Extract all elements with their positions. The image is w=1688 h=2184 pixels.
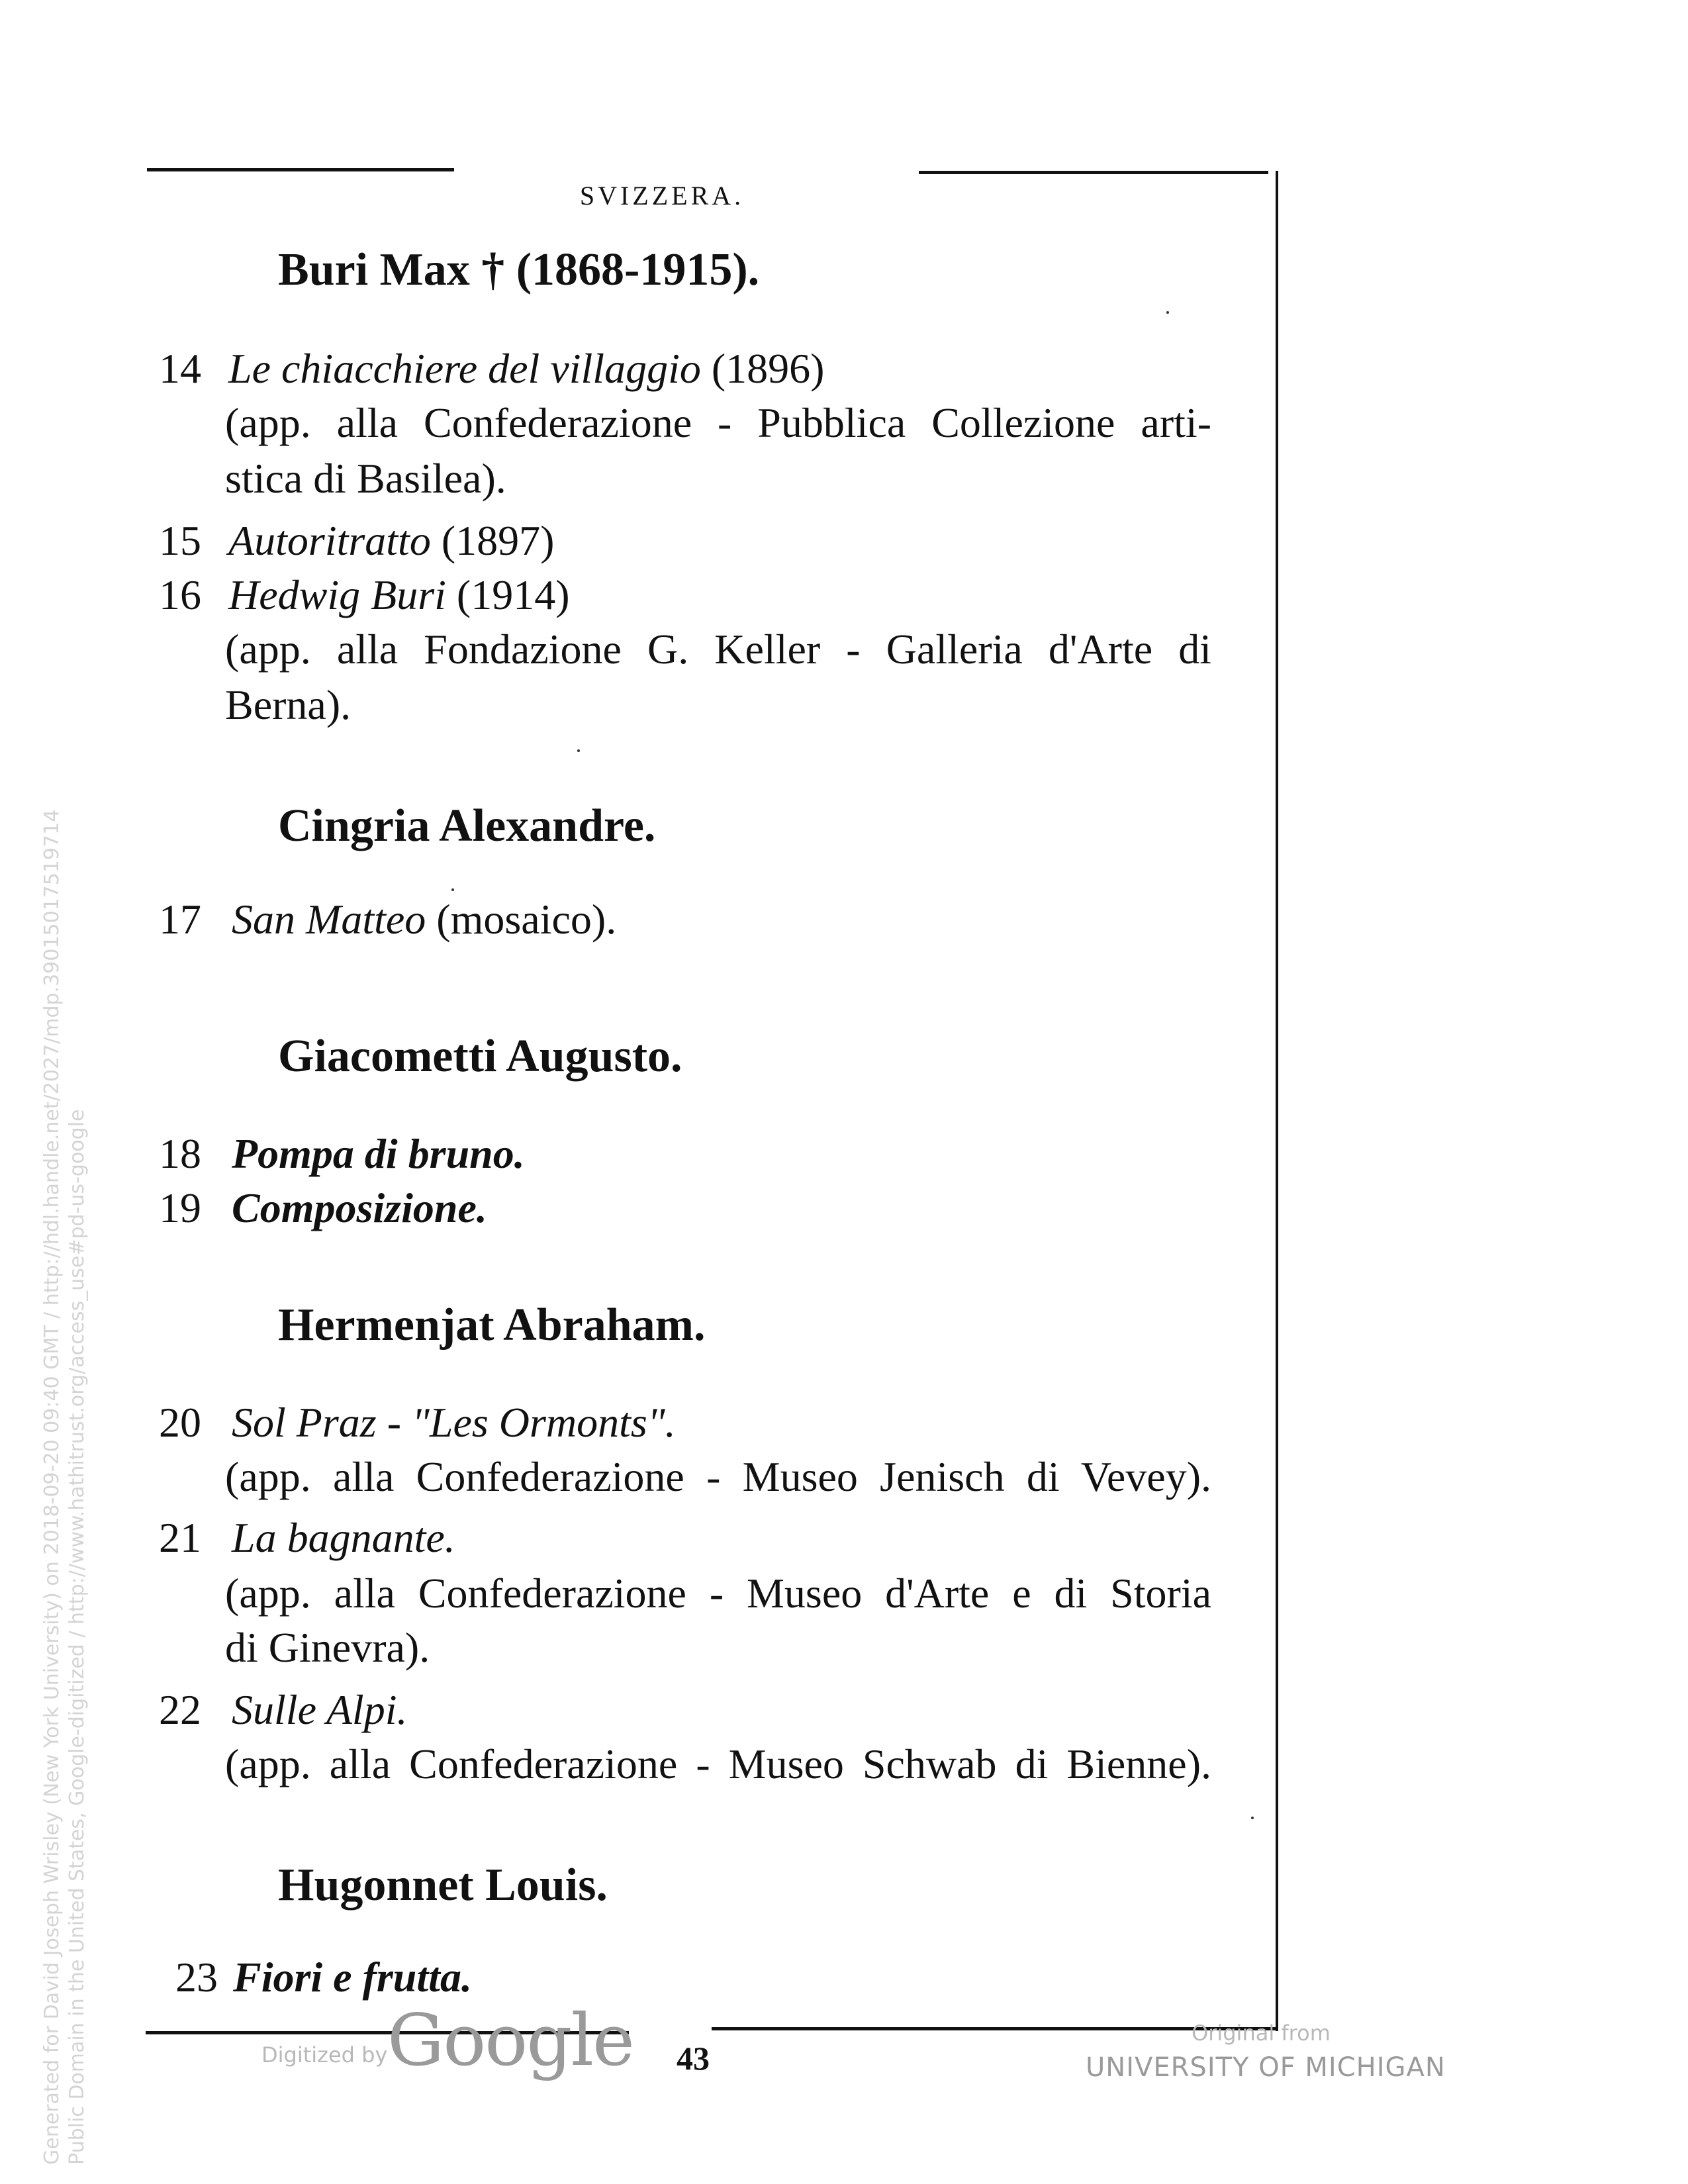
right-vertical-rule <box>1276 171 1278 2031</box>
entry-title: San Matteo <box>232 896 426 943</box>
entry-note: stica di Basilea). <box>225 455 506 502</box>
entry-title: Sulle Alpi. <box>232 1686 408 1733</box>
top-rule-left <box>147 168 454 171</box>
artist-heading-buri: Buri Max † (1868-1915). <box>278 244 760 295</box>
top-rule-right <box>919 171 1268 174</box>
google-logo: Google <box>387 1999 633 2082</box>
artist-heading-giacometti: Giacometti Augusto. <box>278 1031 682 1082</box>
entry-note: (app. alla Confederazione - Museo Schwab di Bienne). <box>225 1740 1211 1787</box>
entry-number: 21 <box>159 1514 201 1561</box>
entry-year: (1897) <box>441 517 555 564</box>
entry-number: 23 <box>175 1954 218 2001</box>
page-number: 43 <box>677 2040 710 2077</box>
entry-note: Berna). <box>225 681 352 728</box>
entry-year: (1896) <box>711 345 825 392</box>
digitized-by-label: Digitized by <box>261 2042 388 2067</box>
entry-number: 17 <box>159 896 201 943</box>
entry-title-line <box>228 571 570 620</box>
entry-note: (app. alla Confederazione - Pubblica Collezione arti- <box>225 399 1211 446</box>
entry-title-line <box>232 895 616 944</box>
artist-heading-cingria: Cingria Alexandre. <box>278 800 656 851</box>
entry-title-line <box>228 344 824 393</box>
original-from-label: Original from <box>1192 2020 1331 2046</box>
entry-suffix: (mosaico). <box>436 896 617 943</box>
entry-title: Hedwig Buri <box>228 571 446 618</box>
entry-year: (1914) <box>456 571 570 618</box>
entry-note: di Ginevra). <box>225 1624 430 1671</box>
running-header: SVIZZERA. <box>579 181 745 211</box>
scan-speck <box>451 888 454 891</box>
entry-number: 14 <box>159 345 201 392</box>
entry-number: 22 <box>159 1686 201 1733</box>
side-watermark-line: Public Domain in the United States, Google-digitized / http://www.hathitrust.org/access_use#pd-us-google <box>66 1109 89 2165</box>
side-watermark-line: Generated for David Joseph Wrisley (New York University) on 2018-09-20 09:40 GMT / http://hdl.handle.net/2027/mdp.39015017519714 <box>40 809 64 2165</box>
artist-heading-hugonnet: Hugonnet Louis. <box>278 1860 608 1911</box>
entry-number: 19 <box>159 1184 201 1231</box>
university-label: UNIVERSITY OF MICHIGAN <box>1086 2052 1446 2083</box>
scan-speck <box>577 749 580 752</box>
entry-title: Sol Praz - "Les Ormonts". <box>232 1399 676 1446</box>
entry-title-line <box>228 516 554 565</box>
entry-title: Pompa di bruno. <box>232 1130 525 1177</box>
artist-heading-hermenjat: Hermenjat Abraham. <box>278 1300 706 1351</box>
entry-title: Fiori e frutta. <box>233 1954 472 2001</box>
entry-note: (app. alla Fondazione G. Keller - Galleria d'Arte di <box>225 626 1211 673</box>
entry-number: 20 <box>159 1399 201 1446</box>
scan-speck <box>1251 1817 1254 1819</box>
entry-title: Composizione. <box>232 1184 487 1231</box>
entry-note: (app. alla Confederazione - Museo d'Arte e di Storia <box>225 1570 1211 1617</box>
side-watermark <box>40 810 90 2165</box>
entry-title: Le chiacchiere del villaggio <box>228 345 701 392</box>
scan-speck <box>1166 311 1169 314</box>
entry-title: La bagnante. <box>232 1514 455 1561</box>
entry-number: 18 <box>159 1130 201 1177</box>
entry-note: (app. alla Confederazione - Museo Jenisch di Vevey). <box>225 1453 1211 1500</box>
entry-title: Autoritratto <box>228 517 431 564</box>
entry-number: 15 <box>159 517 201 564</box>
entry-number: 16 <box>159 571 201 618</box>
